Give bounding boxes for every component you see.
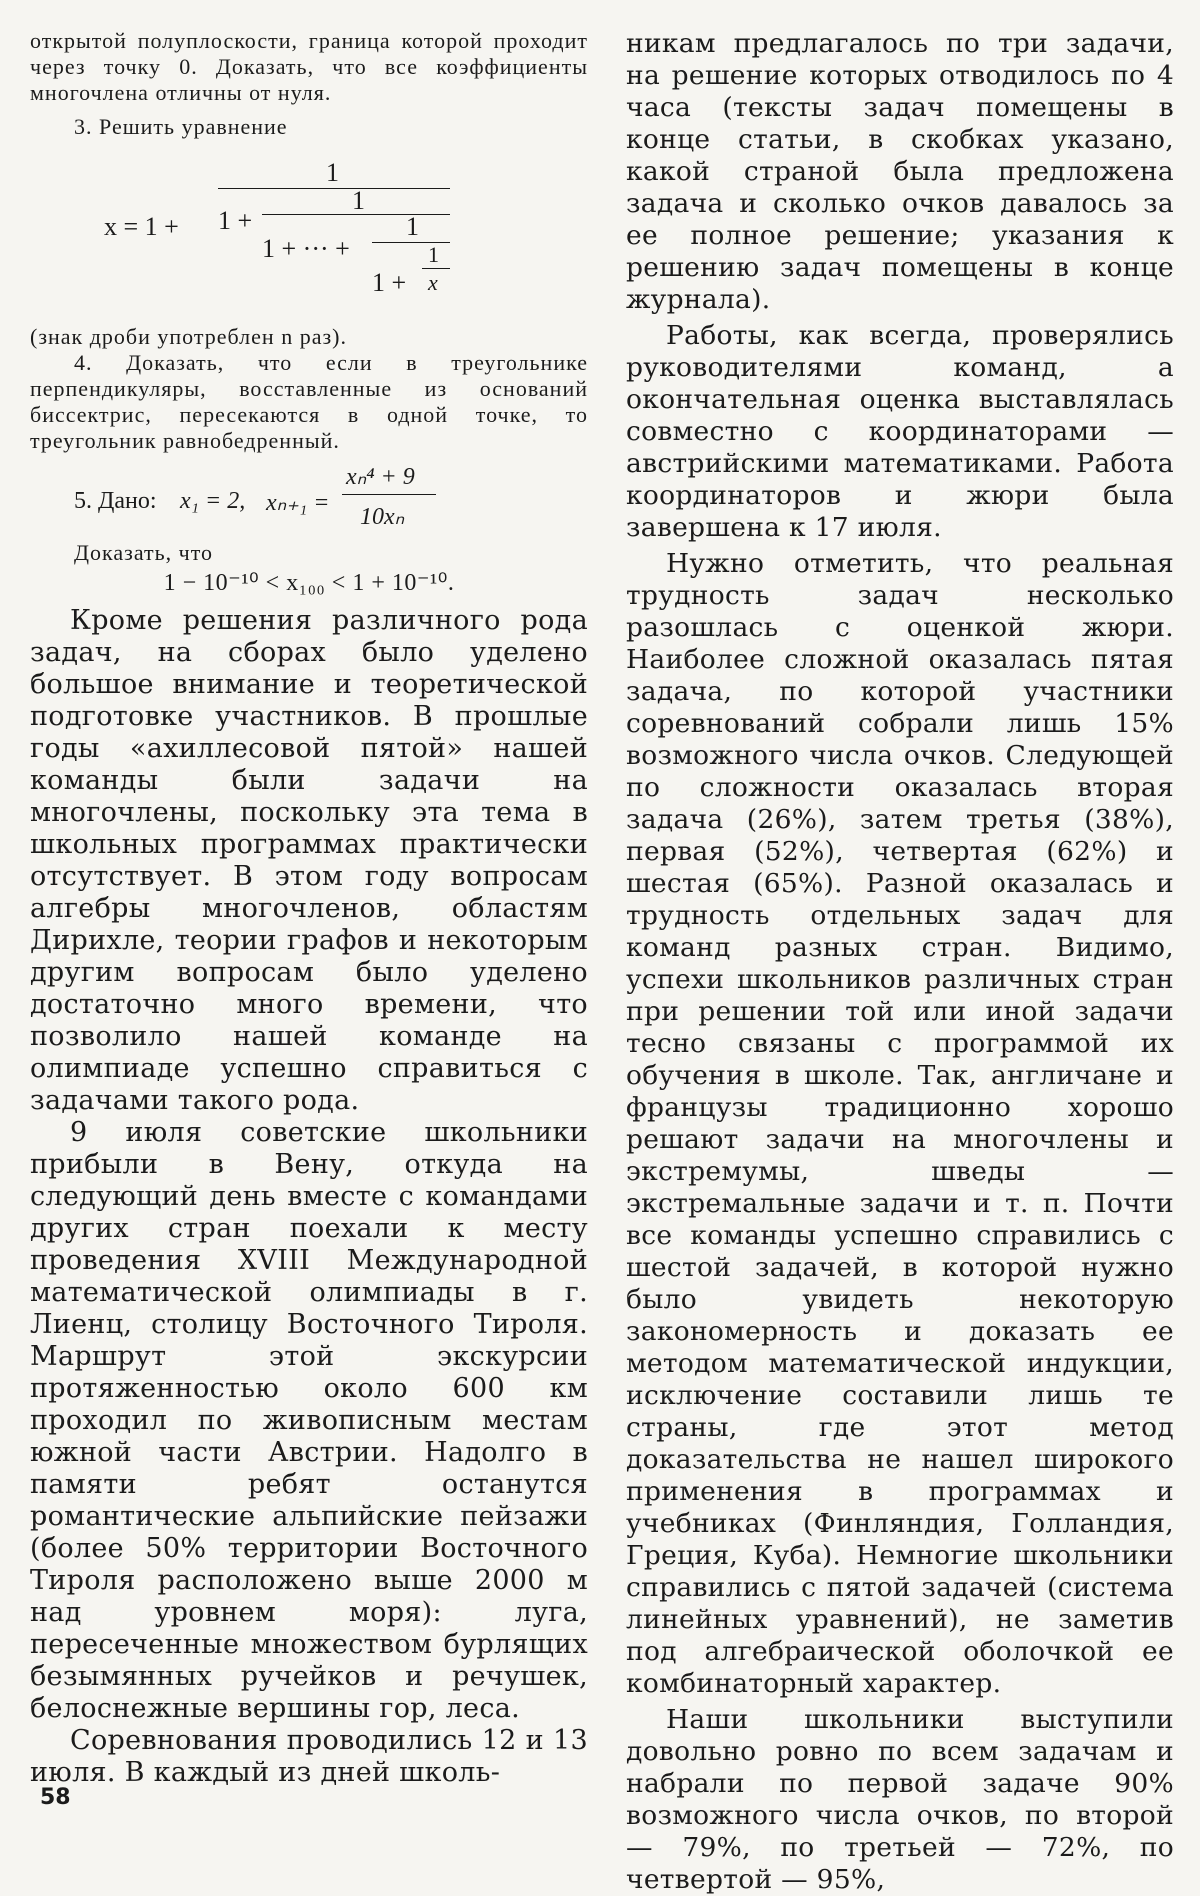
problem-5-inequality: 1 − 10⁻¹⁰ < x₁₀₀ < 1 + 10⁻¹⁰. bbox=[163, 570, 455, 596]
body-paragraph-3: Соревнования проводились 12 и 13 июля. В каждый из дней школь- bbox=[30, 1725, 588, 1788]
page-number: 58 bbox=[40, 1785, 71, 1810]
eq5-numerator: xₙ⁴ + 9 bbox=[346, 464, 415, 490]
eq3-lhs: x = 1 + bbox=[104, 212, 179, 241]
continued-fraction-equation bbox=[30, 146, 588, 316]
problem-3-intro: 3. Решить уравнение bbox=[74, 114, 288, 139]
eq5-x1: x₁ = 2, bbox=[180, 488, 246, 514]
eq5-lhs: xₙ₊₁ = bbox=[266, 490, 330, 516]
eq3-num-2: 1 bbox=[352, 186, 365, 215]
right-column bbox=[626, 28, 1174, 1896]
eq3-plus-1: 1 + bbox=[218, 206, 253, 235]
problem-3-note: (знак дроби употреблен n раз). bbox=[30, 324, 347, 349]
eq3-num-3: 1 bbox=[406, 212, 419, 241]
eq3-x: x bbox=[428, 270, 438, 295]
eq5-denominator: 10xₙ bbox=[360, 504, 405, 530]
eq3-dots: 1 + ··· + bbox=[262, 234, 350, 263]
body-paragraph-1: Кроме решения различного рода задач, на сборах было уделено большое внимание и теоретической подготовке участников. В прошлые годы «ахиллесовой пятой» нашей команды были задачи на многочлены, поскольку эта тема в школьных программах практически отсутствует. В этом году вопросам алгебры многочленов, областям Дирихле, теории графов и некоторым другим вопросам было уделено достаточно много времени, что позволило нашей команде на олимпиаде успешно справиться с задачами такого рода. bbox=[30, 605, 588, 1116]
eq5-label: 5. Дано: bbox=[74, 488, 157, 514]
right-paragraph-1: никам предлагалось по три задачи, на решение которых отводилось по 4 часа (тексты задач помещены в конце статьи, в скобках указано, какой страной была предложена задача и сколько очков давалось за ее полное решение; указания к решению задач помещены в конце журнала). bbox=[626, 28, 1174, 315]
right-paragraph-3: Нужно отметить, что реальная трудность задач несколько разошлась с оценкой жюри. Наиболее сложной оказалась пятая задача, по которой участники соревнований собрали лишь 15% возможного числа очков. Следующей по сложности оказалась вторая задача (26%), затем третья (38%), первая (52%), четвертая (62%) и шестая (65%). Разной оказалась и трудность отдельных задач для команд разных стран. Видимо, успехи школьников различных стран при решении той или иной задачи тесно связаны с программой их обучения в школе. Так, англичане и французы традиционно хорошо решают задачи на многочлены и экстремумы, шведы — экстремальные задачи и т. п. Почти все команды успешно справились с шестой задачей, в которой нужно было увидеть некоторую закономерность и доказать ее методом математической индукции, исключение составили лишь те страны, где этот метод доказательства не нашел широкого применения в программах и учебниках (Финляндия, Голландия, Греция, Куба). Немногие школьники справились с пятой задачей (система линейных уравнений), не заметив под алгебраической оболочкой ее комбинаторный характер. bbox=[626, 548, 1174, 1699]
body-paragraph-2: 9 июля советские школьники прибыли в Вену, откуда на следующий день вместе с командами других стран поехали к месту проведения XVIII Международной математической олимпиады в г. Лиенц, столицу Восточного Тироля. Маршрут этой экскурсии протяженностью около 600 км проходил по живописным местам южной части Австрии. Надолго в памяти ребят останутся романтические альпийские пейзажи (более 50% территории Восточного Тироля расположено выше 2000 м над уровнем моря): луга, пересеченные множеством бурлящих безымянных ручейков и речушек, белоснежные вершины гор, леса. bbox=[30, 1117, 588, 1724]
right-paragraph-4: Наши школьники выступили довольно ровно по всем задачам и набрали по первой задаче 90% возможного числа очков, по второй — 79%, по третьей — 72%, по четвертой — 95%, bbox=[626, 1704, 1174, 1895]
eq5-fraction-bar bbox=[342, 494, 436, 495]
left-column bbox=[30, 28, 588, 1789]
right-paragraph-2: Работы, как всегда, проверялись руководителями команд, а окончательная оценка выставлялась совместно с координаторами — австрийскими математиками. Работа координаторов и жюри была завершена к 17 июля. bbox=[626, 320, 1174, 543]
eq3-fraction-bar-2 bbox=[262, 214, 450, 215]
eq3-num-1: 1 bbox=[326, 158, 339, 187]
problem-4: 4. Доказать, что если в треугольнике перпендикуляры, восставленные из оснований биссектрис, пересекаются в одной точке, то треугольник равнобедренный. bbox=[30, 350, 588, 453]
eq3-num-4: 1 bbox=[428, 242, 439, 267]
eq3-plus-last: 1 + bbox=[372, 268, 407, 297]
problem-5-prove: Доказать, что bbox=[74, 540, 214, 565]
eq3-fraction-bar-1 bbox=[218, 188, 450, 189]
eq3-fraction-bar-4 bbox=[422, 268, 450, 269]
problem-2-tail: открытой полуплоскости, граница которой проходит через точку 0. Доказать, что все коэффициенты многочлена отличны от нуля. bbox=[30, 28, 588, 105]
problem-5-equation bbox=[30, 462, 588, 536]
